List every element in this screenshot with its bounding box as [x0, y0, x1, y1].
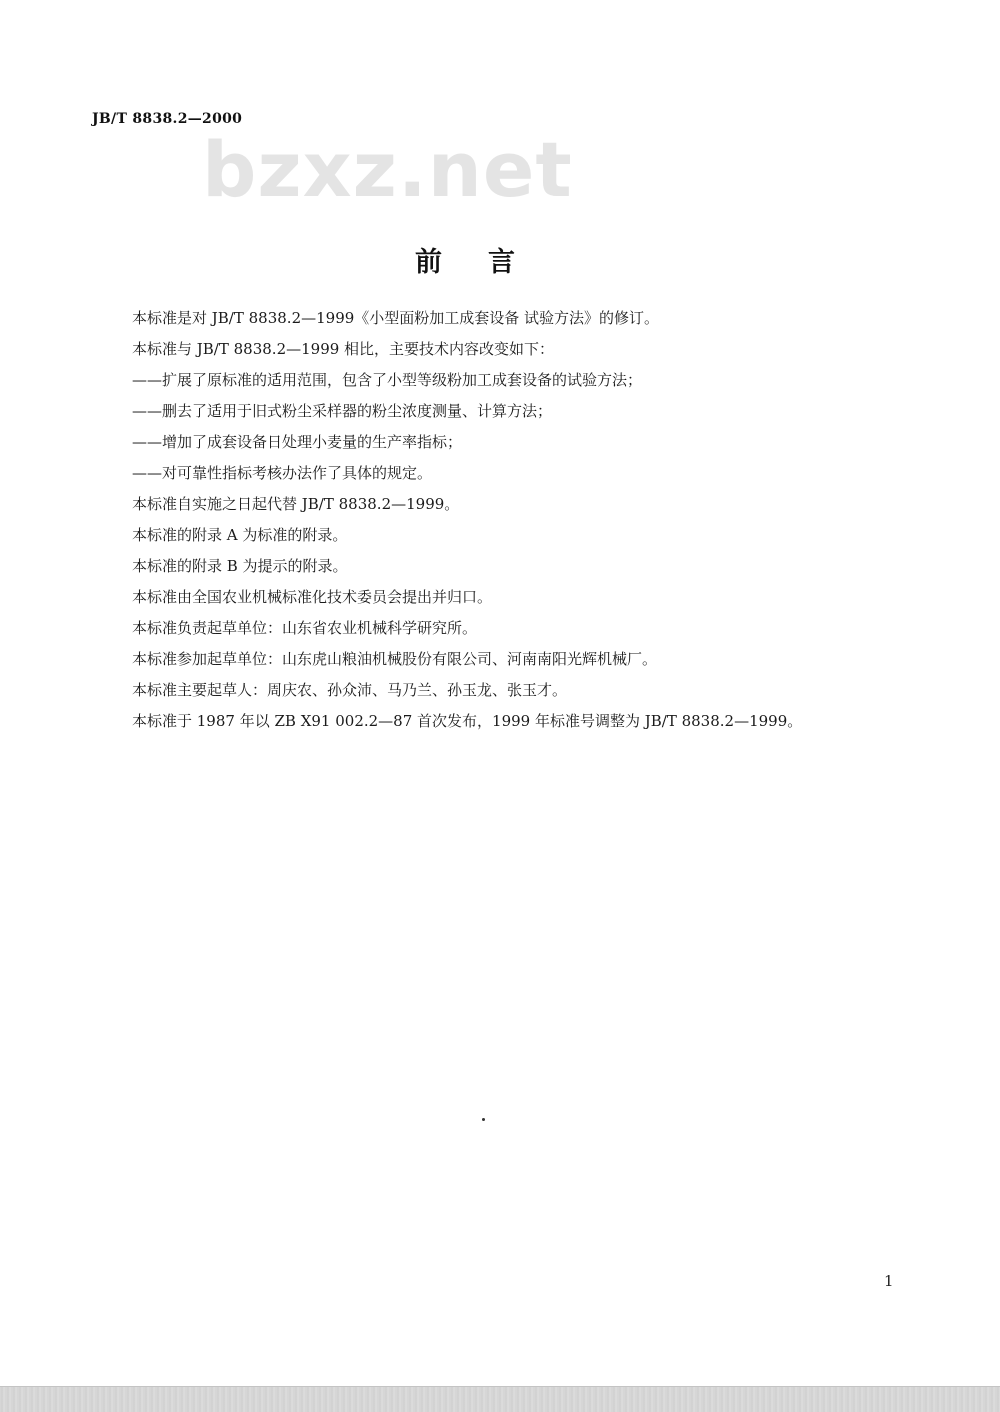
scan-edge-band [0, 1386, 1000, 1412]
page-number: 1 [884, 1272, 894, 1290]
foreword-line: 本标准负责起草单位：山东省农业机械科学研究所。 [132, 619, 478, 637]
foreword-line: 本标准参加起草单位：山东虎山粮油机械股份有限公司、河南南阳光辉机械厂。 [132, 650, 658, 668]
foreword-line: ——对可靠性指标考核办法作了具体的规定。 [132, 464, 433, 482]
foreword-line: ——删去了适用于旧式粉尘采样器的粉尘浓度测量、计算方法； [132, 402, 553, 420]
document-number: JB/T 8838.2—2000 [92, 111, 243, 127]
foreword-title: 前言 [415, 247, 561, 278]
foreword-line: 本标准主要起草人：周庆农、孙众沛、马乃兰、孙玉龙、张玉才。 [132, 681, 568, 699]
foreword-line: 本标准自实施之日起代替 JB/T 8838.2—1999。 [132, 495, 460, 513]
scan-speck [482, 1118, 485, 1121]
foreword-line: 本标准的附录 B 为提示的附录。 [132, 557, 348, 575]
foreword-body [132, 303, 892, 737]
foreword-line: ——扩展了原标准的适用范围，包含了小型等级粉加工成套设备的试验方法； [132, 371, 643, 389]
foreword-line: 本标准的附录 A 为标准的附录。 [132, 526, 348, 544]
foreword-line: 本标准于 1987 年以 ZB X91 002.2—87 首次发布，1999 年标准号调整为 JB/T 8838.2—1999。 [132, 712, 803, 730]
watermark: bzxz.net [202, 125, 573, 214]
foreword-line: 本标准与 JB/T 8838.2—1999 相比，主要技术内容改变如下： [132, 340, 555, 358]
foreword-line: ——增加了成套设备日处理小麦量的生产率指标； [132, 433, 463, 451]
foreword-line: 本标准由全国农业机械标准化技术委员会提出并归口。 [132, 588, 493, 606]
foreword-line: 本标准是对 JB/T 8838.2—1999《小型面粉加工成套设备 试验方法》的修订。 [132, 309, 660, 327]
